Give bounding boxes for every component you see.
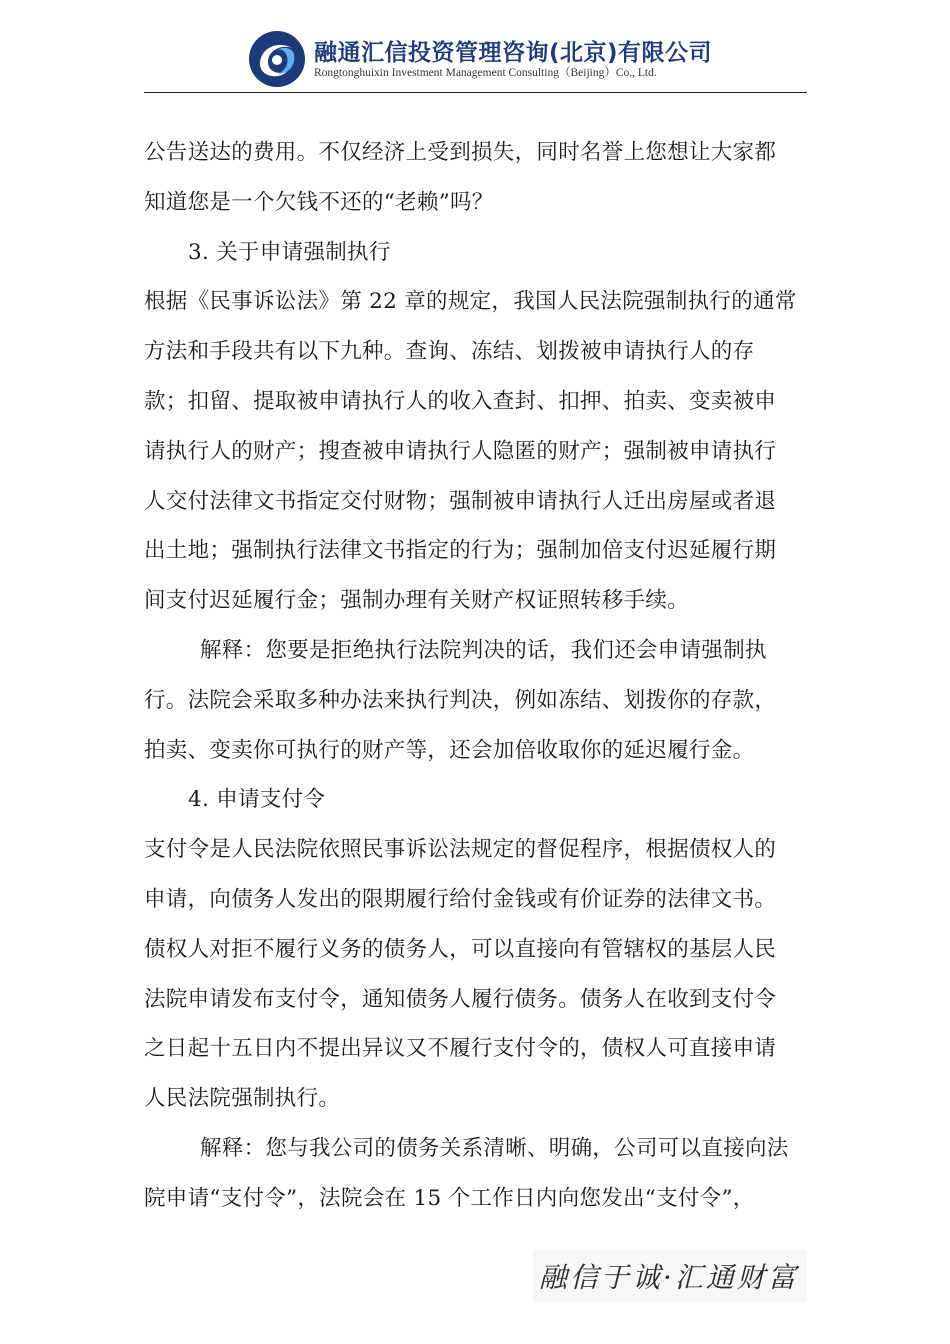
body-line: 支付令是人民法院依照民事诉讼法规定的督促程序，根据债权人的 <box>144 837 777 863</box>
letterhead <box>248 22 713 88</box>
section-heading-3: 3. 关于申请强制执行 <box>188 239 391 265</box>
body-line: 公告送达的费用。不仅经济上受到损失，同时名誉上您想让大家都 <box>144 140 777 165</box>
body-line: 请执行人的财产；搜查被申请执行人隐匿的财产；强制被申请执行 <box>144 438 777 464</box>
explanation-line: 解释：您要是拒绝执行法院判决的话，我们还会申请强制执 <box>200 637 767 663</box>
body-line: 方法和手段共有以下九种。查询、冻结、划拨被申请执行人的存 <box>144 339 755 365</box>
body-line: 款；扣留、提取被申请执行人的收入查封、扣押、拍卖、变卖被申 <box>144 388 777 414</box>
body-line: 间支付迟延履行金；强制办理有关财产权证照转移手续。 <box>144 588 690 614</box>
body-line: 债权人对拒不履行义务的债务人，可以直接向有管辖权的基层人民 <box>144 936 777 962</box>
slogan-calligraphy: 融信于诚·汇通财富 <box>539 1261 799 1294</box>
body-line: 申请，向债务人发出的限期履行给付金钱或有价证券的法律文书。 <box>144 886 777 912</box>
header-divider <box>144 92 807 93</box>
explanation-line: 解释：您与我公司的债务关系清晰、明确，公司可以直接向法 <box>200 1135 789 1161</box>
swirl-logo-icon <box>248 30 306 88</box>
body-line: 之日起十五日内不提出异议又不履行支付令的，债权人可直接申请 <box>144 1036 777 1062</box>
company-name-en: Rongtonghuixin Investment Management Consulting（Beijing）Co., Ltd. <box>314 67 657 79</box>
body-line: 人民法院强制执行。 <box>144 1086 341 1112</box>
company-name-cn: 融通汇信投资管理咨询(北京)有限公司 <box>314 40 713 66</box>
body-line: 人交付法律文书指定交付财物；强制被申请执行人迁出房屋或者退 <box>144 488 777 514</box>
body-line: 出土地；强制执行法律文书指定的行为；强制加倍支付迟延履行期 <box>144 538 777 564</box>
document-body <box>144 128 809 1224</box>
body-line: 知道您是一个欠钱不还的“老赖”吗？ <box>144 189 494 215</box>
footer-slogan <box>533 1250 807 1302</box>
body-line: 行。法院会采取多种办法来执行判决，例如冻结、划拨你的存款， <box>144 687 777 713</box>
section-heading-4: 4. 申请支付令 <box>188 787 326 813</box>
body-line: 院申请“支付令”，法院会在 15 个工作日内向您发出“支付令”， <box>144 1185 755 1211</box>
body-line: 法院申请发布支付令，通知债务人履行债务。债务人在收到支付令 <box>144 986 777 1012</box>
body-line: 根据《民事诉讼法》第 22 章的规定，我国人民法院强制执行的通常 <box>144 289 797 315</box>
body-line: 拍卖、变卖你可执行的财产等，还会加倍收取你的延迟履行金。 <box>144 737 755 763</box>
